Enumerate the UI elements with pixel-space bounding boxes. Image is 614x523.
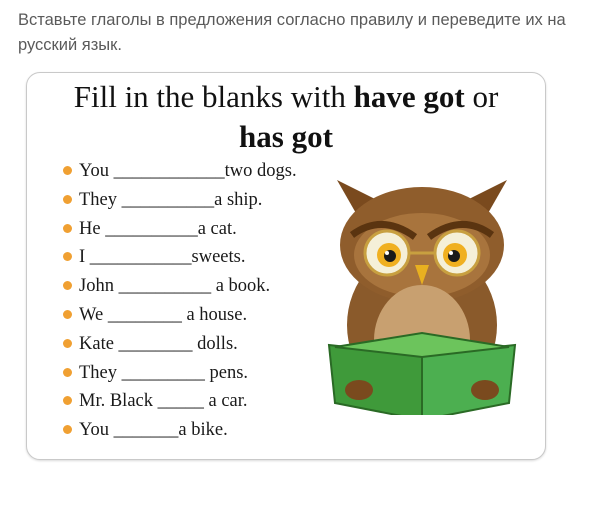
owl-reading-book-icon (317, 175, 527, 415)
item-text: We ________ a house. (79, 304, 248, 325)
item-text: John __________ a book. (79, 276, 271, 297)
item-text: Mr. Black _____ a car. (79, 391, 248, 412)
bullet-icon (63, 281, 72, 290)
bullet-icon (63, 224, 72, 233)
item-text: I ___________sweets. (79, 247, 246, 268)
bullet-icon (63, 166, 72, 175)
list-item (63, 301, 297, 330)
title-text-or: or (464, 79, 499, 114)
item-text: He __________a cat. (79, 218, 237, 239)
list-item (63, 359, 297, 388)
item-text: Kate ________ dolls. (79, 333, 238, 354)
worksheet-card (26, 72, 546, 460)
instruction-line-2: русский язык. (18, 36, 122, 54)
item-text: They __________a ship. (79, 189, 263, 210)
bullet-icon (63, 195, 72, 204)
list-item (63, 215, 297, 244)
bullet-icon (63, 396, 72, 405)
bullet-icon (63, 252, 72, 261)
list-item (63, 416, 297, 445)
bullet-icon (63, 368, 72, 377)
title-bold-have-got: have got (353, 79, 465, 114)
instruction-line-1: Вставьте глаголы в предложения согласно правилу и переведите их на (18, 11, 566, 29)
list-item (63, 243, 297, 272)
list-item (63, 387, 297, 416)
bullet-icon (63, 339, 72, 348)
list-item (63, 330, 297, 359)
exercise-list (63, 157, 297, 445)
item-text: You ____________two dogs. (79, 161, 297, 181)
worksheet-title (27, 77, 545, 157)
list-item (63, 186, 297, 215)
item-text: You _______a bike. (79, 420, 228, 441)
list-item (63, 157, 297, 186)
title-bold-has-got: has got (239, 119, 333, 154)
item-text: They _________ pens. (79, 362, 249, 383)
bullet-icon (63, 310, 72, 319)
title-text-1: Fill in the blanks with (73, 79, 354, 114)
instruction-text (18, 8, 614, 58)
bullet-icon (63, 425, 72, 434)
list-item (63, 272, 297, 301)
